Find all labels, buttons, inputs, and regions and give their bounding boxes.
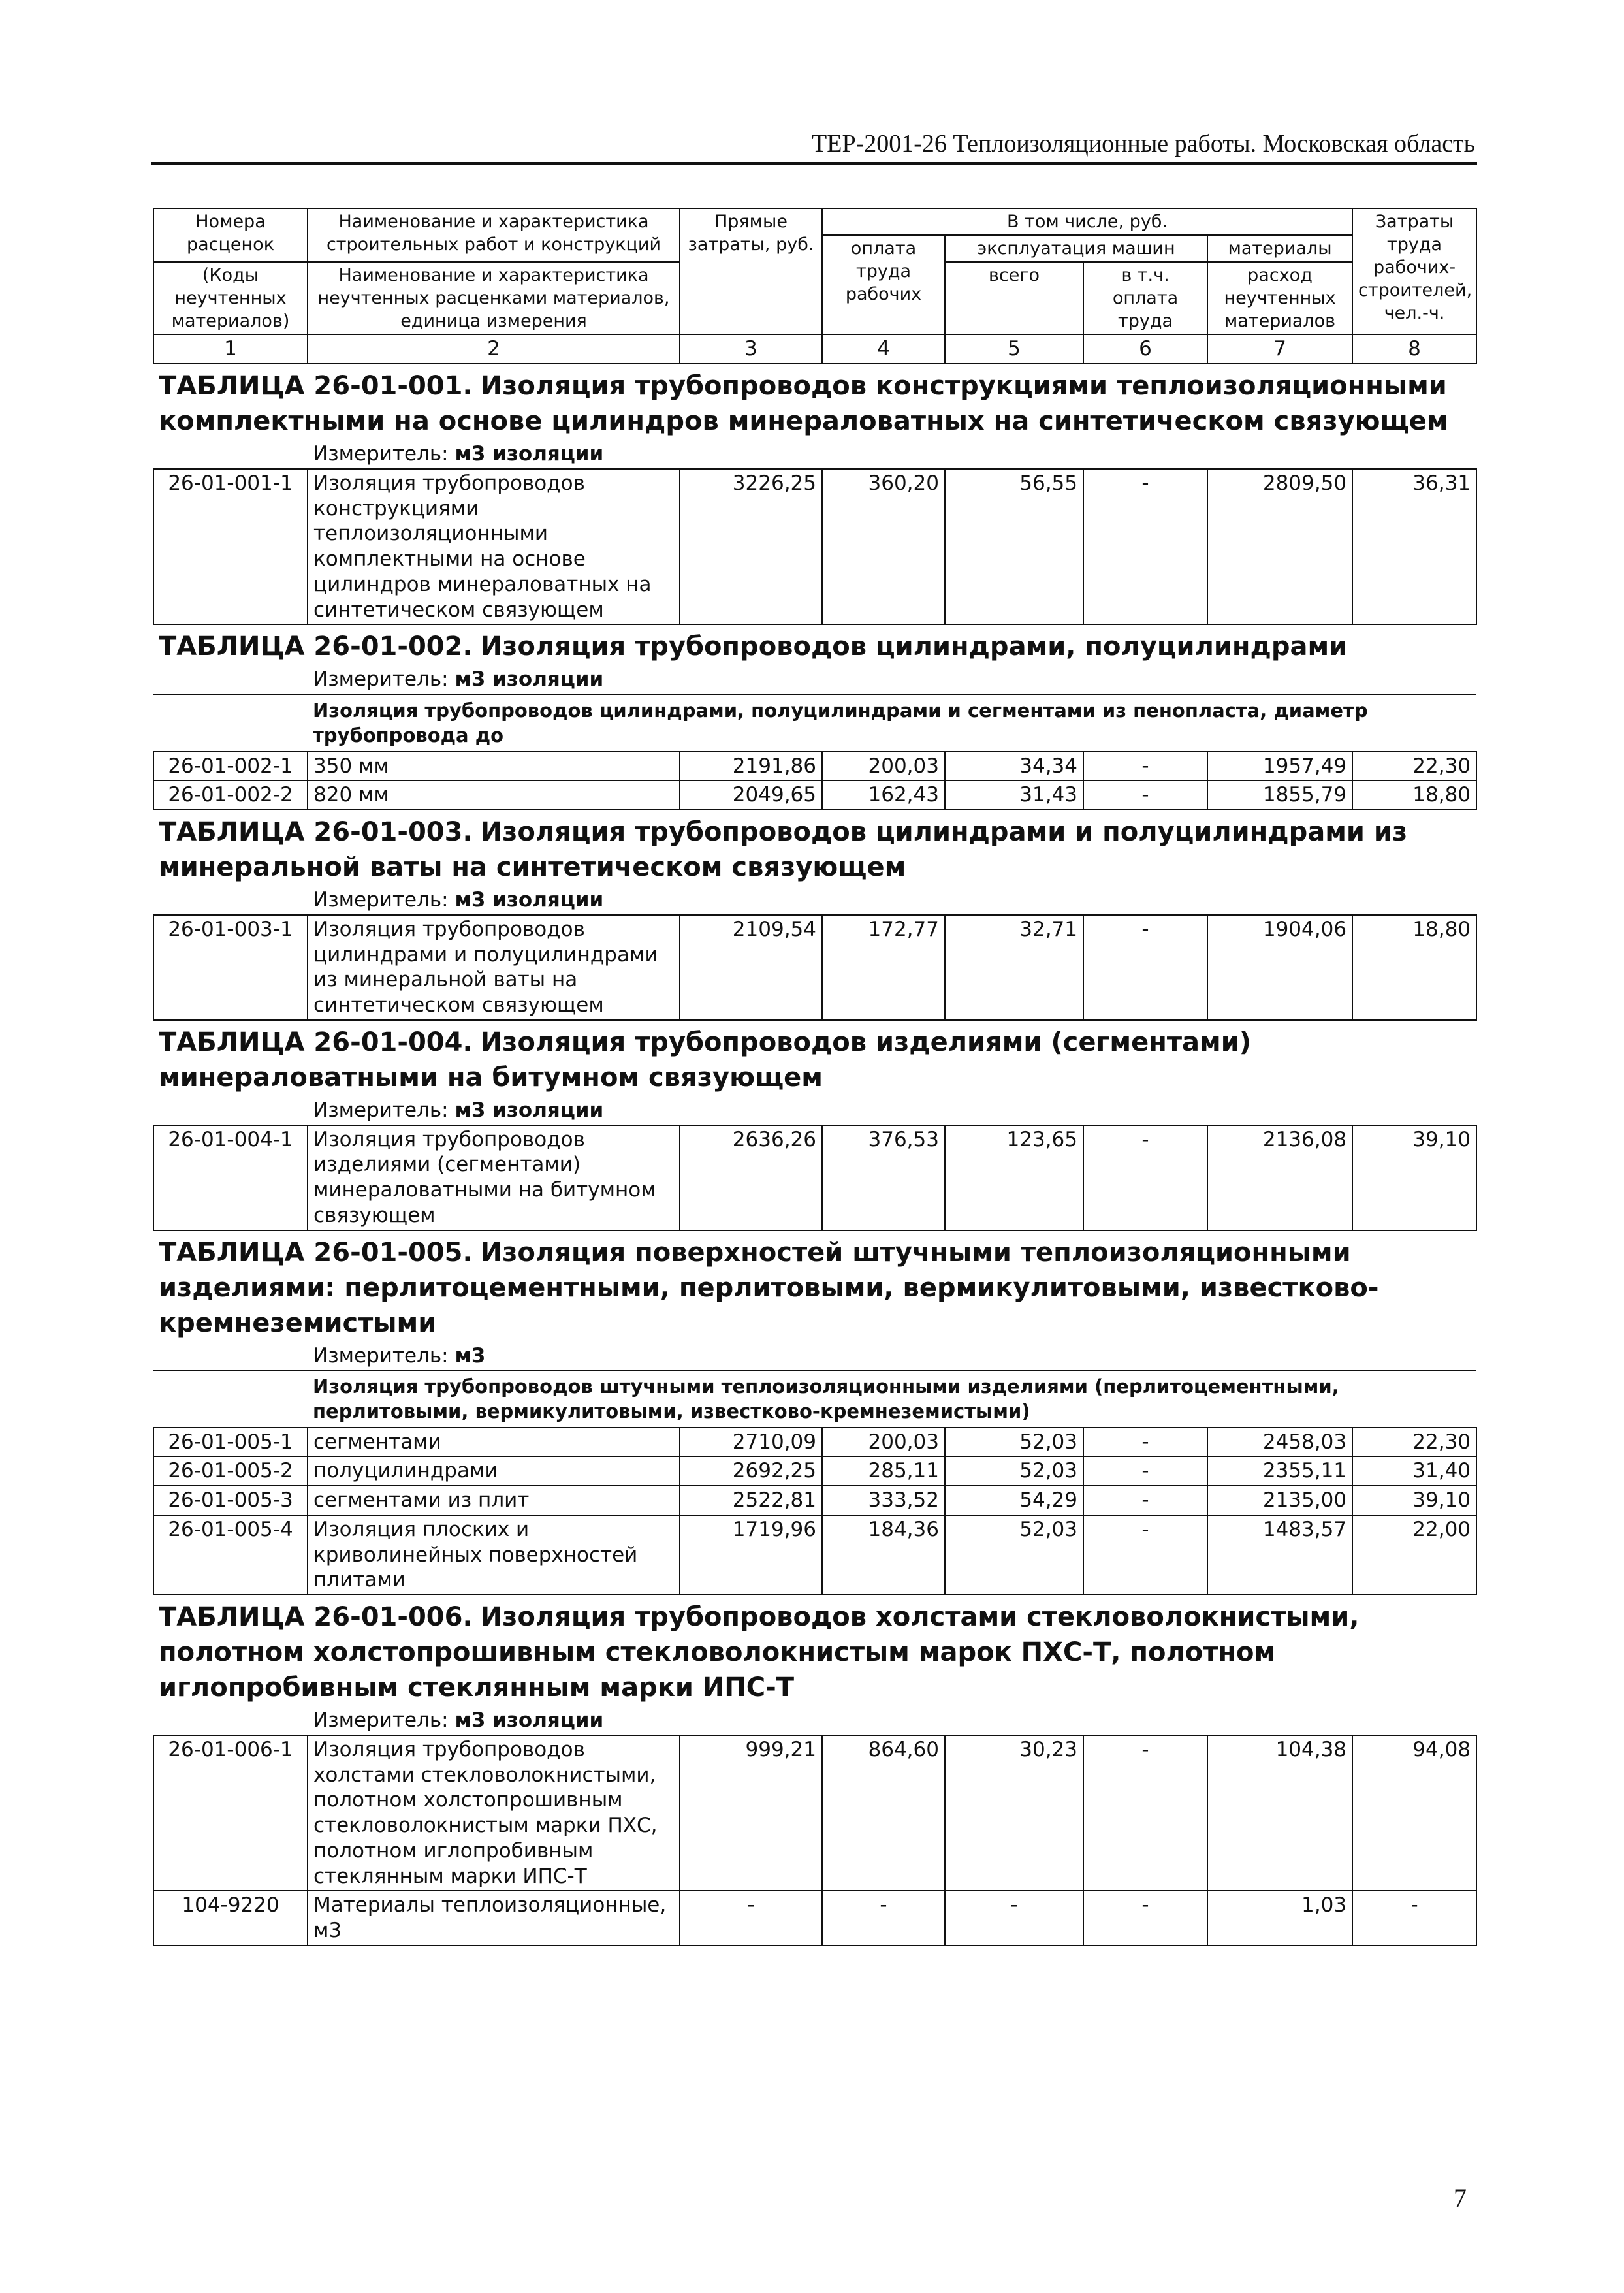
unit-cell — [308, 1342, 1476, 1371]
section-heading-row — [153, 813, 1476, 886]
section-heading — [153, 1598, 1476, 1707]
page-number: 7 — [1454, 2183, 1467, 2213]
header-group-in-total: В том числе, руб. — [822, 208, 1352, 235]
materials-cost: 104,38 — [1207, 1735, 1352, 1891]
rate-code: 26-01-005-2 — [153, 1456, 308, 1486]
direct-costs: 2109,54 — [680, 915, 822, 1020]
unit-row — [153, 1342, 1476, 1371]
machine-total: 54,29 — [945, 1486, 1083, 1515]
header-col4: оплата труда рабочих — [822, 235, 945, 334]
labor-hours: 39,10 — [1352, 1486, 1476, 1515]
unit-prefix: Измеритель: — [313, 667, 449, 692]
rate-code: 26-01-002-1 — [153, 752, 308, 781]
header-col1-top: Номера расценок — [153, 208, 308, 262]
materials-cost: 1957,49 — [1207, 752, 1352, 781]
unit-prefix: Измеритель: — [313, 1098, 449, 1122]
direct-costs: 2191,86 — [680, 752, 822, 781]
labor-hours: 18,80 — [1352, 780, 1476, 810]
section-label: ТАБЛИЦА 26-01-004. — [159, 1027, 473, 1057]
header-col7: расход неучтенных материалов — [1207, 262, 1352, 334]
table-row — [153, 915, 1476, 1020]
labor-hours: 39,10 — [1352, 1125, 1476, 1230]
materials-cost: 1,03 — [1207, 1891, 1352, 1946]
subheader-row — [153, 1370, 1476, 1427]
column-number: 2 — [308, 334, 680, 364]
labor-pay: 864,60 — [822, 1735, 945, 1891]
materials-cost: 2809,50 — [1207, 469, 1352, 625]
machine-total: 52,03 — [945, 1456, 1083, 1486]
machine-labor-pay: - — [1083, 1428, 1207, 1457]
section-heading — [153, 1023, 1476, 1097]
unit-spacer — [153, 1707, 308, 1735]
materials-cost: 1483,57 — [1207, 1515, 1352, 1595]
work-description: Изоляция трубопроводов цилиндрами и полуцилиндрами из минеральной ваты на синтетическом связующем — [308, 915, 680, 1020]
direct-costs: 1719,96 — [680, 1515, 822, 1595]
section-heading-row — [153, 367, 1476, 440]
section-heading — [153, 813, 1476, 886]
header-group-materials: материалы — [1207, 235, 1352, 262]
subheader-row — [153, 694, 1476, 751]
direct-costs: 2522,81 — [680, 1486, 822, 1515]
work-description: Изоляция трубопроводов холстами стекловолокнистыми, полотном холстопрошивным стекловолокнистым марки ПХС, полотном иглопробивным стеклянным марки ИПС-Т — [308, 1735, 680, 1891]
section-heading — [153, 367, 1476, 440]
direct-costs: 2692,25 — [680, 1456, 822, 1486]
materials-cost: 2135,00 — [1207, 1486, 1352, 1515]
machine-labor-pay: - — [1083, 1735, 1207, 1891]
rate-code: 26-01-003-1 — [153, 915, 308, 1020]
labor-pay: 285,11 — [822, 1456, 945, 1486]
labor-pay: 333,52 — [822, 1486, 945, 1515]
labor-hours: 36,31 — [1352, 469, 1476, 625]
header-col2-bottom: Наименование и характеристика неучтенных расценками материалов, единица измерения — [308, 262, 680, 334]
section-heading-row — [153, 1598, 1476, 1707]
subheader-spacer — [153, 694, 308, 751]
subheader-text: Изоляция трубопроводов цилиндрами, полуцилиндрами и сегментами из пенопласта, диаметр трубопровода до — [308, 694, 1476, 751]
section-heading — [153, 628, 1476, 665]
header-col1-bottom: (Коды неучтенных материалов) — [153, 262, 308, 334]
unit-prefix: Измеритель: — [313, 888, 449, 912]
section-title: Изоляция поверхностей штучными теплоизоляционными изделиями: перлитоцементными, перлитовыми, вермикулитовыми, известково-кремнеземистыми — [159, 1237, 1379, 1338]
header-row-1 — [153, 208, 1476, 235]
header-col5: всего — [945, 262, 1083, 334]
direct-costs: 999,21 — [680, 1735, 822, 1891]
work-description: Материалы теплоизоляционные, м3 — [308, 1891, 680, 1946]
section-heading-row — [153, 1234, 1476, 1342]
table-row — [153, 780, 1476, 810]
rate-code: 26-01-005-3 — [153, 1486, 308, 1515]
labor-hours: 94,08 — [1352, 1735, 1476, 1891]
unit-value: м3 изоляции — [454, 667, 604, 692]
section-title: Изоляция трубопроводов холстами стекловолокнистыми, полотном холстопрошивным стекловолокнистым марок ПХС-Т, полотном иглопробивным стеклянным марки ИПС-Т — [159, 1602, 1360, 1703]
work-description: сегментами — [308, 1428, 680, 1457]
labor-hours: 22,30 — [1352, 1428, 1476, 1457]
labor-hours: 22,30 — [1352, 752, 1476, 781]
unit-cell — [308, 440, 1476, 469]
unit-spacer — [153, 440, 308, 469]
section-label: ТАБЛИЦА 26-01-003. — [159, 817, 473, 848]
estimate-sheet — [153, 208, 1476, 2119]
labor-hours: 22,00 — [1352, 1515, 1476, 1595]
labor-pay: 200,03 — [822, 752, 945, 781]
column-number: 6 — [1083, 334, 1207, 364]
labor-hours: 18,80 — [1352, 915, 1476, 1020]
machine-total: 30,23 — [945, 1735, 1083, 1891]
column-number-row — [153, 334, 1476, 364]
rate-code: 26-01-005-1 — [153, 1428, 308, 1457]
machine-labor-pay: - — [1083, 469, 1207, 625]
unit-cell — [308, 1097, 1476, 1125]
table-row — [153, 752, 1476, 781]
unit-value: м3 изоляции — [454, 1708, 604, 1733]
unit-value: м3 изоляции — [454, 442, 604, 466]
table-row — [153, 1735, 1476, 1891]
unit-prefix: Измеритель: — [313, 442, 449, 466]
machine-labor-pay: - — [1083, 1125, 1207, 1230]
machine-total: 56,55 — [945, 469, 1083, 625]
unit-spacer — [153, 1097, 308, 1125]
column-number: 8 — [1352, 334, 1476, 364]
labor-pay: 360,20 — [822, 469, 945, 625]
table-row — [153, 1486, 1476, 1515]
section-label: ТАБЛИЦА 26-01-001. — [159, 371, 473, 402]
unit-spacer — [153, 665, 308, 694]
machine-total: 52,03 — [945, 1515, 1083, 1595]
column-number: 1 — [153, 334, 308, 364]
column-number: 7 — [1207, 334, 1352, 364]
machine-labor-pay: - — [1083, 915, 1207, 1020]
unit-cell — [308, 1707, 1476, 1735]
column-number: 4 — [822, 334, 945, 364]
machine-total: 123,65 — [945, 1125, 1083, 1230]
subheader-text: Изоляция трубопроводов штучными теплоизоляционными изделиями (перлитоцементными, перлитовыми, вермикулитовыми, известково-кремнеземистыми) — [308, 1370, 1476, 1427]
labor-pay: 172,77 — [822, 915, 945, 1020]
labor-pay: - — [822, 1891, 945, 1946]
machine-total: 31,43 — [945, 780, 1083, 810]
header-col6: в т.ч. оплата труда — [1083, 262, 1207, 334]
section-label: ТАБЛИЦА 26-01-006. — [159, 1602, 473, 1633]
rate-code: 26-01-006-1 — [153, 1735, 308, 1891]
unit-cell — [308, 886, 1476, 915]
direct-costs: 3226,25 — [680, 469, 822, 625]
table-row — [153, 1456, 1476, 1486]
unit-row — [153, 1707, 1476, 1735]
machine-labor-pay: - — [1083, 1515, 1207, 1595]
work-description: 820 мм — [308, 780, 680, 810]
unit-row — [153, 1097, 1476, 1125]
labor-hours: - — [1352, 1891, 1476, 1946]
table-row — [153, 1515, 1476, 1595]
column-number: 5 — [945, 334, 1083, 364]
unit-prefix: Измеритель: — [313, 1343, 449, 1368]
labor-pay: 162,43 — [822, 780, 945, 810]
machine-labor-pay: - — [1083, 752, 1207, 781]
unit-row — [153, 440, 1476, 469]
rate-code: 26-01-001-1 — [153, 469, 308, 625]
labor-pay: 200,03 — [822, 1428, 945, 1457]
labor-pay: 184,36 — [822, 1515, 945, 1595]
header-col3: Прямые затраты, руб. — [680, 208, 822, 334]
unit-row — [153, 665, 1476, 694]
direct-costs: - — [680, 1891, 822, 1946]
direct-costs: 2710,09 — [680, 1428, 822, 1457]
running-header: ТЕР-2001-26 Теплоизоляционные работы. Московская область — [812, 130, 1475, 157]
section-label: ТАБЛИЦА 26-01-002. — [159, 632, 473, 662]
machine-total: 32,71 — [945, 915, 1083, 1020]
header-col2-top: Наименование и характеристика строительных работ и конструкций — [308, 208, 680, 262]
work-description: Изоляция трубопроводов изделиями (сегментами) минераловатными на битумном связующем — [308, 1125, 680, 1230]
header-rule — [151, 162, 1477, 165]
labor-pay: 376,53 — [822, 1125, 945, 1230]
machine-labor-pay: - — [1083, 780, 1207, 810]
header-group-machines: эксплуатация машин — [945, 235, 1207, 262]
subheader-spacer — [153, 1370, 308, 1427]
direct-costs: 2049,65 — [680, 780, 822, 810]
unit-value: м3 изоляции — [454, 1098, 604, 1122]
machine-total: 52,03 — [945, 1428, 1083, 1457]
direct-costs: 2636,26 — [680, 1125, 822, 1230]
section-title: Изоляция трубопроводов цилиндрами и полуцилиндрами из минеральной ваты на синтетическом связующем — [159, 817, 1408, 883]
materials-cost: 2458,03 — [1207, 1428, 1352, 1457]
unit-spacer — [153, 886, 308, 915]
machine-total: - — [945, 1891, 1083, 1946]
section-heading — [153, 1234, 1476, 1342]
materials-cost: 1904,06 — [1207, 915, 1352, 1020]
work-description: Изоляция плоских и криволинейных поверхностей плитами — [308, 1515, 680, 1595]
machine-total: 34,34 — [945, 752, 1083, 781]
unit-value: м3 — [454, 1343, 486, 1368]
table-row — [153, 1428, 1476, 1457]
rate-code: 26-01-005-4 — [153, 1515, 308, 1595]
rate-code: 26-01-004-1 — [153, 1125, 308, 1230]
machine-labor-pay: - — [1083, 1891, 1207, 1946]
work-description: 350 мм — [308, 752, 680, 781]
column-number: 3 — [680, 334, 822, 364]
rate-code: 26-01-002-2 — [153, 780, 308, 810]
header-col8: Затраты труда рабочих-строителей, чел.-ч. — [1352, 208, 1476, 334]
section-title: Изоляция трубопроводов цилиндрами, полуцилиндрами — [480, 632, 1348, 662]
table-row — [153, 469, 1476, 625]
machine-labor-pay: - — [1083, 1456, 1207, 1486]
section-label: ТАБЛИЦА 26-01-005. — [159, 1237, 473, 1268]
machine-labor-pay: - — [1083, 1486, 1207, 1515]
materials-cost: 2136,08 — [1207, 1125, 1352, 1230]
work-description: сегментами из плит — [308, 1486, 680, 1515]
section-heading-row — [153, 1023, 1476, 1097]
table-row — [153, 1891, 1476, 1946]
work-description: Изоляция трубопроводов конструкциями теплоизоляционными комплектными на основе цилиндров минераловатных на синтетическом связующем — [308, 469, 680, 625]
unit-row — [153, 886, 1476, 915]
section-title: Изоляция трубопроводов конструкциями теплоизоляционными комплектными на основе цилиндров минераловатных на синтетическом связующем — [159, 371, 1448, 437]
section-heading-row — [153, 628, 1476, 665]
unit-spacer — [153, 1342, 308, 1371]
estimate-table — [153, 208, 1477, 1946]
work-description: полуцилиндрами — [308, 1456, 680, 1486]
unit-value: м3 изоляции — [454, 888, 604, 912]
section-title: Изоляция трубопроводов изделиями (сегментами) минераловатными на битумном связующем — [159, 1027, 1252, 1093]
unit-prefix: Измеритель: — [313, 1708, 449, 1733]
materials-cost: 2355,11 — [1207, 1456, 1352, 1486]
unit-cell — [308, 665, 1476, 694]
rate-code: 104-9220 — [153, 1891, 308, 1946]
materials-cost: 1855,79 — [1207, 780, 1352, 810]
labor-hours: 31,40 — [1352, 1456, 1476, 1486]
table-row — [153, 1125, 1476, 1230]
